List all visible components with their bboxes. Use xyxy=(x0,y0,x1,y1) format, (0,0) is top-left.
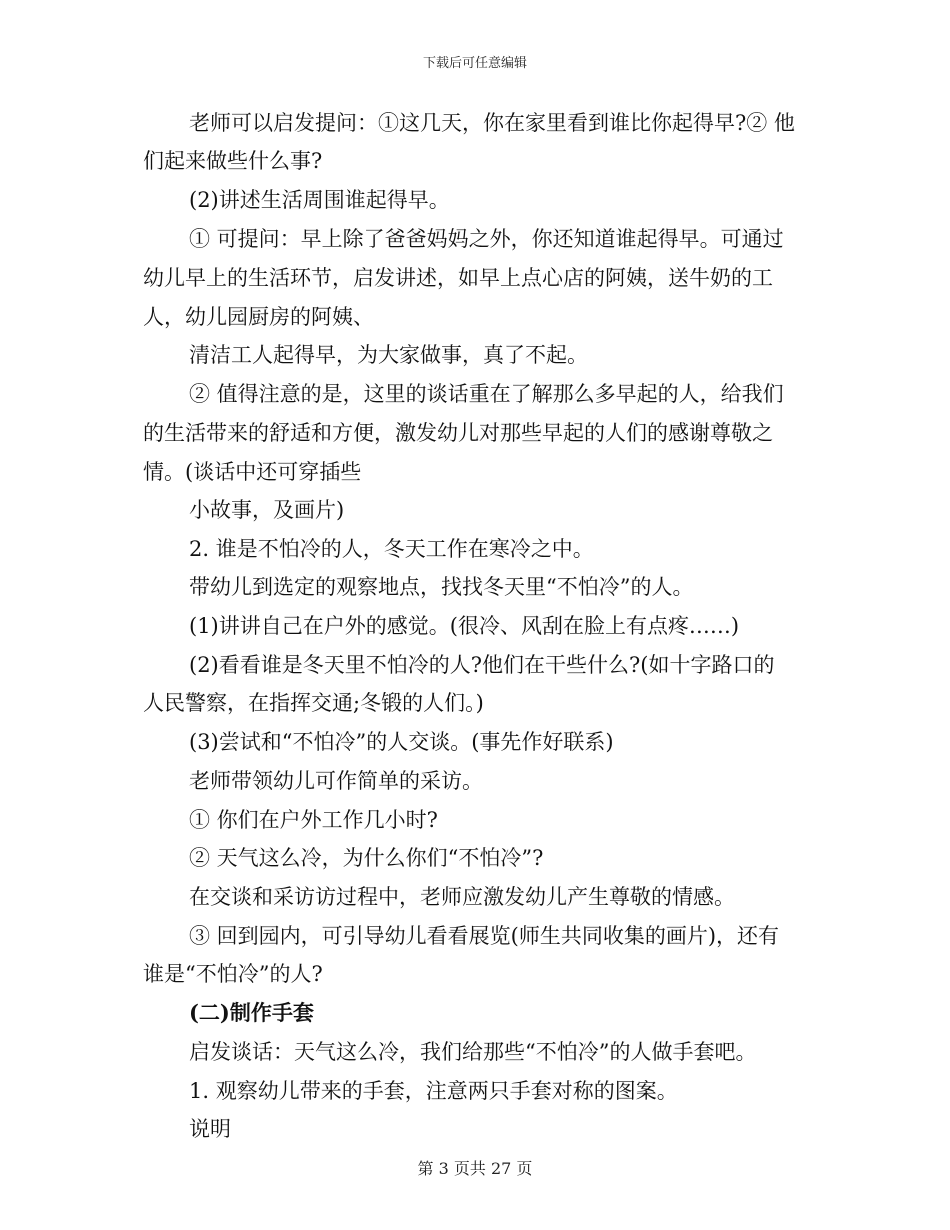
paragraph-line: ② 天气这么冷，为什么你们“不怕冷”? xyxy=(189,846,544,870)
paragraph-line: 在交谈和采访访过程中，老师应激发幼儿产生尊敬的情感。 xyxy=(189,885,735,909)
paragraph-line: ② 值得注意的是，这里的谈话重在了解那么多早起的人，给我们 xyxy=(189,382,784,406)
paragraph-line: 们起来做些什么事? xyxy=(143,149,323,173)
paragraph-line: 谁是“不怕冷”的人? xyxy=(143,962,323,986)
paragraph-line: ③ 回到园内，可引导幼儿看看展览(师生共同收集的画片)，还有 xyxy=(189,924,780,948)
paragraph-line: 老师可以启发提问：①这几天，你在家里看到谁比你起得早?② 他 xyxy=(189,111,795,135)
page-footer: 第 3 页共 27 页 xyxy=(417,1159,533,1178)
paragraph-line: (3)尝试和“不怕冷”的人交谈。(事先作好联系) xyxy=(189,730,614,754)
paragraph-line: 的生活带来的舒适和方便，激发幼儿对那些早起的人们的感谢尊敬之 xyxy=(143,421,773,445)
paragraph-line: 清洁工人起得早，为大家做事，真了不起。 xyxy=(189,343,588,367)
paragraph-line: 情。(谈话中还可穿插些 xyxy=(143,460,362,484)
paragraph-line: 人民警察，在指挥交通;冬锻的人们。) xyxy=(143,691,484,715)
paragraph-line: ① 可提问：早上除了爸爸妈妈之外，你还知道谁起得早。可通过 xyxy=(189,227,784,251)
paragraph-line: 说明 xyxy=(189,1117,231,1141)
paragraph-line: 带幼儿到选定的观察地点，找找冬天里“不怕冷”的人。 xyxy=(189,575,694,599)
paragraph-line: (2)看看谁是冬天里不怕冷的人?他们在干些什么?(如十字路口的 xyxy=(189,653,775,677)
paragraph-line: 2. 谁是不怕冷的人，冬天工作在寒冷之中。 xyxy=(189,537,594,561)
paragraph-line: (2)讲述生活周围谁起得早。 xyxy=(189,188,450,212)
page-header: 下载后可任意编辑 xyxy=(422,56,527,71)
paragraph-line: 启发谈话：天气这么冷，我们给那些“不怕冷”的人做手套吧。 xyxy=(189,1040,757,1064)
paragraph-line: 1. 观察幼儿带来的手套，注意两只手套对称的图案。 xyxy=(189,1079,678,1103)
paragraph-line: 老师带领幼儿可作简单的采访。 xyxy=(189,769,483,793)
paragraph-line: ① 你们在户外工作几小时? xyxy=(189,808,438,832)
paragraph-line: 小故事，及画片) xyxy=(189,498,345,522)
paragraph-line: 幼儿早上的生活环节，启发讲述，如早上点心店的阿姨，送牛奶的工 xyxy=(143,266,773,290)
paragraph-line: 人，幼儿园厨房的阿姨、 xyxy=(143,305,374,329)
paragraph-line: (1)讲讲自己在户外的感觉。(很冷、风刮在脸上有点疼……) xyxy=(189,614,740,638)
section-heading: (二)制作手套 xyxy=(189,1000,314,1025)
